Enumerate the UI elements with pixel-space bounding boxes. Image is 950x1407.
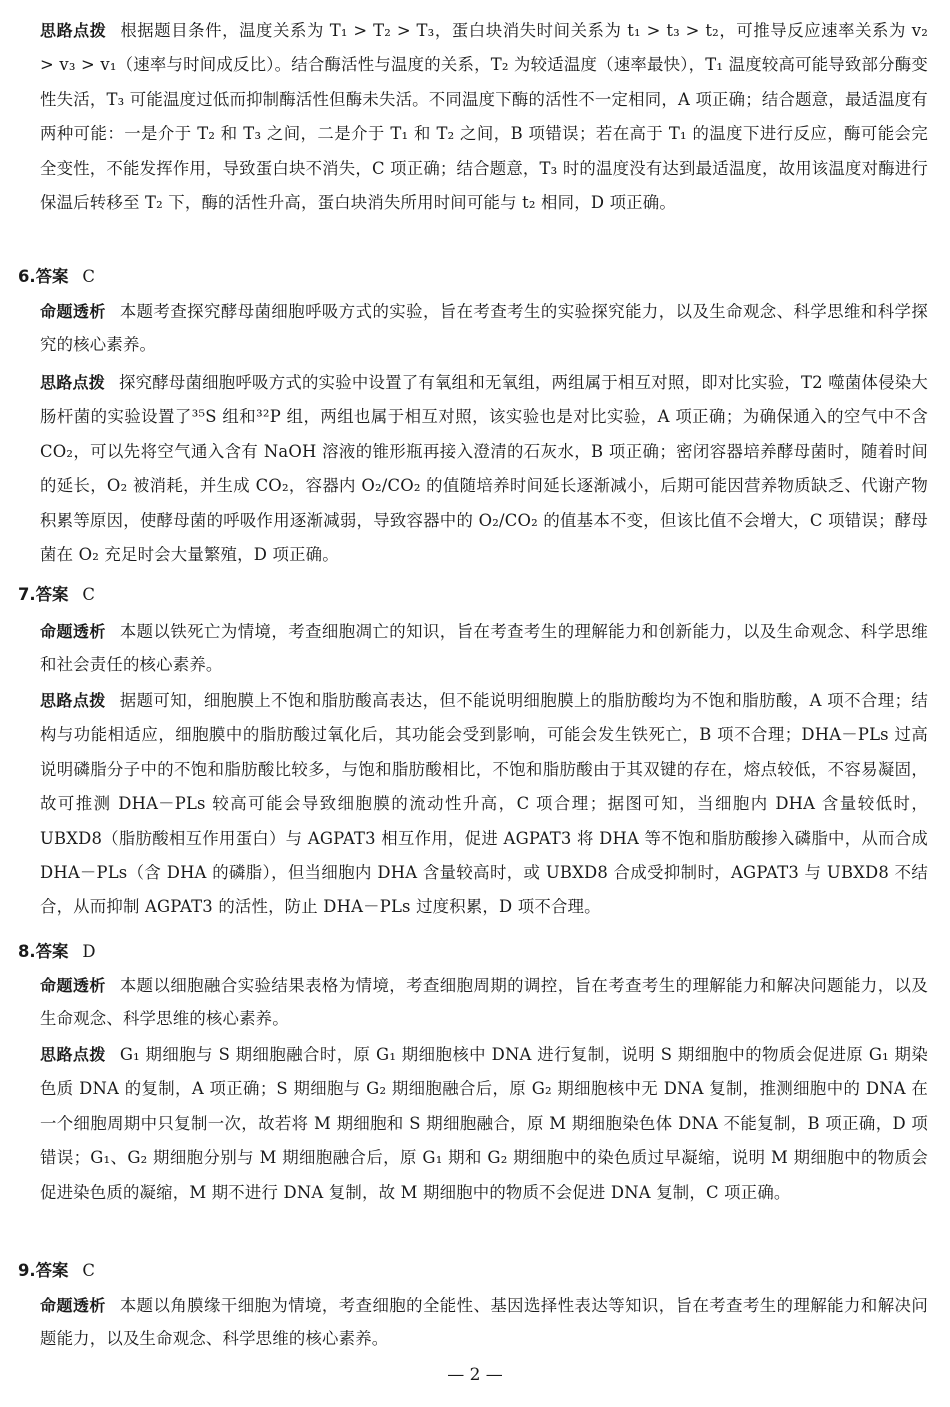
answer-label: 答案: [35, 942, 69, 961]
q6-intent-block: [40, 296, 928, 361]
intent-label: 命题透析: [40, 622, 106, 641]
q9-answer-line: [18, 1256, 95, 1286]
q6-analysis-text: 探究酵母菌细胞呼吸方式的实验中设置了有氧组和无氧组，两组属于相互对照，即对比实验，T2 噬菌体侵染大肠杆菌的实验设置了³⁵S 组和³²P 组，两组也属于相互对照，该实验也是对比实验，A 项正确；为确保通入的空气中不含 CO₂，可以先将空气通入含有 NaOH 溶液的锥形瓶再接入澄清的石灰水，B 项正确；密闭容器培养酵母菌时，随着时间的延长，O₂ 被消耗，并生成 CO₂，容器内 O₂/CO₂ 的值随培养时间延长逐渐减小，后期可能因营养物质缺乏、代谢产物积累等原因，使酵母菌的呼吸作用逐渐减弱，导致容器中的 O₂/CO₂ 的值基本不变，但该比值不会增大，C 项错误；酵母菌在 O₂ 充足时会大量繁殖，D 项正确。: [40, 373, 928, 565]
q5-analysis-block: [40, 14, 928, 220]
q9-intent-block: [40, 1290, 928, 1355]
q8-intent-block: [40, 970, 928, 1035]
q7-intent-text: 本题以铁死亡为情境，考查细胞凋亡的知识，旨在考查考生的理解能力和创新能力，以及生命观念、科学思维和社会责任的核心素养。: [40, 622, 928, 674]
analysis-label: 思路点拨: [40, 691, 106, 710]
q8-answer-line: [18, 937, 96, 967]
q6-answer-line: [18, 262, 95, 292]
q8-analysis-text: G₁ 期细胞与 S 期细胞融合时，原 G₁ 期细胞核中 DNA 进行复制，说明 S 期细胞中的物质会促进原 G₁ 期染色质 DNA 的复制，A 项正确；S 期细胞与 G₂ 期细胞融合后，原 G₂ 期细胞核中无 DNA 复制，推测细胞中的 DNA 在一个细胞周期中只复制一次，故若将 M 期细胞和 S 期细胞融合，原 M 期细胞染色体 DNA 不能复制，B 项正确，D 项错误；G₁、G₂ 期细胞分别与 M 期细胞融合后，原 G₁ 期和 G₂ 期细胞中的染色质过早凝缩，说明 M 期细胞中的物质会促进染色质的凝缩，M 期不进行 DNA 复制，故 M 期细胞中的物质不会促进 DNA 复制，C 项正确。: [40, 1045, 928, 1202]
q7-analysis-block: [40, 684, 928, 925]
q8-answer: D: [82, 942, 96, 961]
q9-number: 9.: [18, 1261, 36, 1280]
q8-intent-text: 本题以细胞融合实验结果表格为情境，考查细胞周期的调控，旨在考查考生的理解能力和解决问题能力，以及生命观念、科学思维的核心素养。: [40, 976, 928, 1028]
q8-number: 8.: [18, 942, 36, 961]
intent-label: 命题透析: [40, 1296, 106, 1315]
q8-analysis-block: [40, 1038, 928, 1210]
q6-analysis-block: [40, 366, 928, 572]
intent-label: 命题透析: [40, 976, 106, 995]
analysis-label: 思路点拨: [40, 1045, 106, 1064]
q6-intent-text: 本题考查探究酵母菌细胞呼吸方式的实验，旨在考查考生的实验探究能力，以及生命观念、科学思维和科学探究的核心素养。: [40, 302, 928, 354]
q7-answer-line: [18, 580, 95, 610]
q6-number: 6.: [18, 267, 36, 286]
analysis-label: 思路点拨: [40, 373, 105, 392]
q9-intent-text: 本题以角膜缘干细胞为情境，考查细胞的全能性、基因选择性表达等知识，旨在考查考生的理解能力和解决问题能力，以及生命观念、科学思维的核心素养。: [40, 1296, 928, 1348]
q7-intent-block: [40, 616, 928, 681]
page-number: — 2 —: [447, 1365, 503, 1385]
analysis-label: 思路点拨: [40, 21, 107, 40]
q7-answer: C: [82, 585, 95, 604]
answer-label: 答案: [35, 585, 69, 604]
q9-answer: C: [82, 1261, 95, 1280]
q5-analysis-text: 根据题目条件，温度关系为 T₁ > T₂ > T₃，蛋白块消失时间关系为 t₁ > t₃ > t₂，可推导反应速率关系为 v₂ > v₃ > v₁（速率与时间成反比）。结合酶活性与温度的关系，T₂ 为较适温度（速率最快），T₁ 温度较高可能导致部分酶变性失活，T₃ 可能温度过低而抑制酶活性但酶未失活。不同温度下酶的活性不一定相同，A 项正确；结合题意，最适温度有两种可能：一是介于 T₂ 和 T₃ 之间，二是介于 T₁ 和 T₂ 之间，B 项错误；若在高于 T₁ 的温度下进行反应，酶可能会完全变性，不能发挥作用，导致蛋白块不消失，C 项正确；结合题意，T₃ 时的温度没有达到最适温度，故用该温度对酶进行保温后转移至 T₂ 下，酶的活性升高，蛋白块消失所用时间可能与 t₂ 相同，D 项正确。: [40, 21, 928, 213]
q6-answer: C: [82, 267, 95, 286]
q7-analysis-text: 据题可知，细胞膜上不饱和脂肪酸高表达，但不能说明细胞膜上的脂肪酸均为不饱和脂肪酸，A 项不合理；结构与功能相适应，细胞膜中的脂肪酸过氧化后，其功能会受到影响，可能会发生铁死亡，B 项不合理；DHA－PLs 过高说明磷脂分子中的不饱和脂肪酸比较多，与饱和脂肪酸相比，不饱和脂肪酸由于其双键的存在，熔点较低，不容易凝固，故可推测 DHA－PLs 较高可能会导致细胞膜的流动性升高，C 项合理；据图可知，当细胞内 DHA 含量较低时，UBXD8（脂肪酸相互作用蛋白）与 AGPAT3 相互作用，促进 AGPAT3 将 DHA 等不饱和脂肪酸掺入磷脂中，从而合成 DHA－PLs（含 DHA 的磷脂），但当细胞内 DHA 含量较高时，或 UBXD8 合成受抑制时，AGPAT3 与 UBXD8 不结合，从而抑制 AGPAT3 的活性，防止 DHA－PLs 过度积累，D 项不合理。: [40, 691, 928, 917]
answer-label: 答案: [35, 1261, 69, 1280]
q7-number: 7.: [18, 585, 36, 604]
intent-label: 命题透析: [40, 302, 106, 321]
answer-label: 答案: [35, 267, 69, 286]
